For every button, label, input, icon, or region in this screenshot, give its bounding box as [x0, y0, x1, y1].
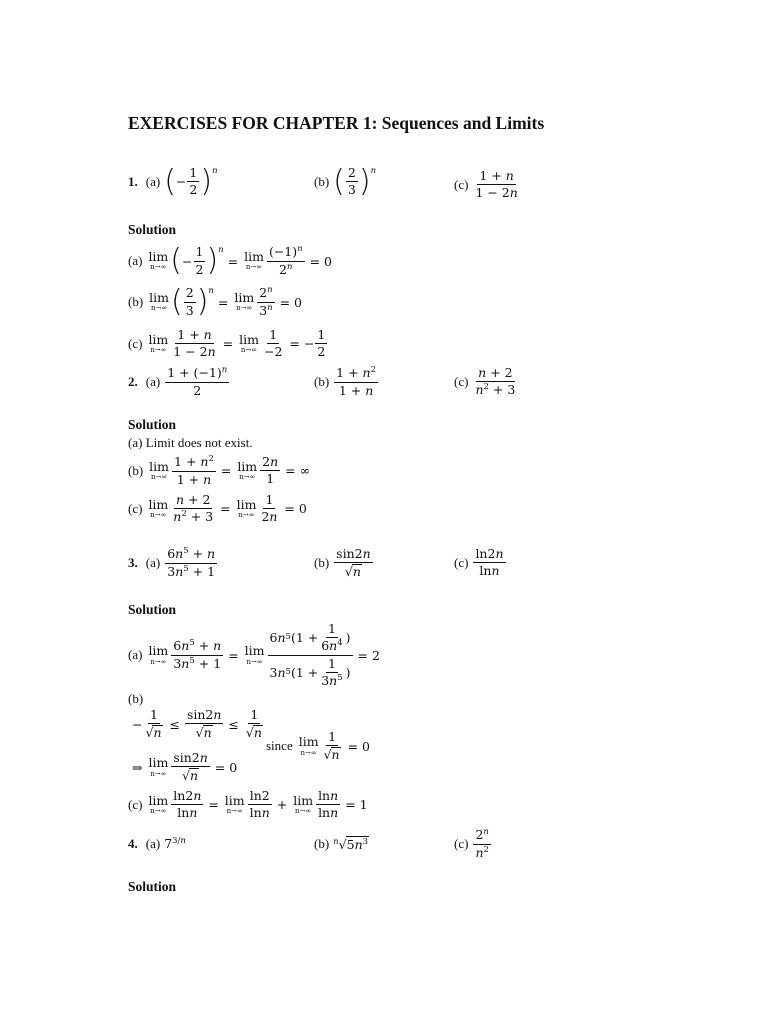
exercise-3-part-b [314, 547, 374, 580]
exercise-number: 3. [128, 555, 138, 571]
exercise-1-part-c [454, 169, 521, 201]
part-label: (b) [128, 294, 144, 310]
solution-heading: Solution [128, 879, 177, 894]
ex1-solution-c [128, 328, 328, 360]
exercise-2-part-b [314, 366, 379, 398]
part-label: (b) [314, 555, 330, 571]
math-expression: $\frac{\sin 2n}{√n}$ [336, 546, 371, 580]
math-expression: lim n→∞ $\frac{\ln 2n}{\ln n}$ = lim n→∞ $\frac{\ln 2}{\ln n}$ + lim n→∞ $\frac{\ln n}{\ln n}$ = 1 [148, 788, 368, 821]
ex2-solution-c [128, 493, 307, 525]
math-expression: lim n→∞ ( − $\frac{1}{2}$ ) $^n$ = lim n→∞ $\frac{(-1)^n}{2^n}$ = 0 [148, 243, 332, 279]
solution-text: Limit does not exist. [145, 435, 253, 450]
exercise-number: 1. [128, 173, 138, 189]
page-title: EXERCISES FOR CHAPTER 1: Sequences and Limits [128, 113, 545, 133]
math-expression: $\frac{1 + (-1)^n}{2}$ [167, 365, 228, 398]
solution-heading: Solution [128, 602, 177, 617]
math-expression: $\frac{1 + n}{1 - 2n}$ [475, 168, 518, 201]
math-expression: ( − $\frac{1}{2}$ ) $^n$ [164, 163, 218, 199]
ex3-solution-b-label: (b) [128, 691, 144, 706]
part-label: (a) [145, 373, 161, 389]
part-label: (c) [454, 554, 469, 570]
part-label: (a) [128, 647, 143, 663]
math-expression: lim n→∞ $\frac{6n^5 + n}{3n^5 + 1}$ = lim n→∞ 6 n 5 (1 + $\frac{1}{6n^4}$ ) 3 n 5 (1 + $\frac{1}{3n^5}$ ) = 2 [148, 621, 380, 689]
math-expression: lim n→∞ $\frac{1}{√n}$ = 0 [298, 729, 370, 763]
part-label: (b) [128, 462, 144, 478]
ex2-solution-a [128, 435, 253, 451]
math-expression: $\frac{\ln 2n}{\ln n}$ [475, 546, 504, 579]
exercise-3-part-c [454, 547, 507, 579]
ex3-solution-c [128, 789, 368, 821]
ex2-solution-b [128, 455, 310, 487]
math-expression: $\frac{2^n}{n^2}$ [475, 827, 489, 860]
ex1-solution-b [128, 286, 302, 318]
math-expression: lim n→∞ $\frac{1 + n}{1 - 2n}$ = lim n→∞ $\frac{1}{-2}$ = − $\frac{1}{2}$ [148, 327, 326, 360]
exercise-number: 2. [128, 373, 138, 389]
exercise-3-part-a [128, 547, 218, 579]
exercise-4-part-b [314, 835, 369, 853]
part-label: (a) [128, 435, 143, 450]
part-label: (a) [145, 173, 161, 189]
exercise-4-part-c [454, 828, 492, 860]
exercise-1-part-a [128, 163, 218, 199]
part-label: (c) [128, 335, 143, 351]
math-expression: $\frac{1 + n^2}{1 + n}$ [336, 365, 377, 398]
part-label: (b) [314, 173, 330, 189]
ex3-solution-b-conclusion [132, 751, 237, 784]
part-label: (b) [314, 836, 330, 851]
math-expression: lim n→∞ $\frac{1 + n^2}{1 + n}$ = lim n→∞ $\frac{2n}{1}$ = ∞ [149, 454, 311, 487]
part-label: (c) [454, 373, 469, 389]
math-expression: ( $\frac{2}{3}$ ) $^n$ [333, 163, 377, 199]
exercise-1-part-b [314, 163, 377, 199]
part-label: (a) [145, 555, 161, 571]
solution-heading: Solution [128, 222, 177, 237]
ex3-solution-b-since [266, 730, 370, 763]
math-expression: $7^{3/n}$ [164, 836, 186, 852]
part-label: (c) [128, 500, 143, 516]
solution-heading: Solution [128, 417, 177, 432]
exercise-2-part-a [128, 366, 230, 398]
ex3-solution-a [128, 622, 380, 689]
exercise-4-part-a [128, 835, 186, 853]
part-label: (a) [145, 836, 161, 851]
exercise-number: 4. [128, 836, 138, 851]
part-label: (c) [454, 836, 469, 852]
math-expression: $^n√5n^3$ [333, 836, 369, 853]
math-expression: $\frac{n + 2}{n^2 + 3}$ [475, 365, 516, 398]
part-label: (b) [314, 373, 330, 389]
math-expression: ⇒ lim n→∞ $\frac{\sin 2n}{√n}$ = 0 [132, 750, 238, 784]
part-label: (a) [128, 253, 143, 269]
part-label: (c) [454, 176, 469, 192]
math-expression: lim n→∞ ( $\frac{2}{3}$ ) $^n$ = lim n→∞ $\frac{2^n}{3^n}$ = 0 [149, 284, 302, 320]
exercise-2-part-c [454, 366, 518, 398]
math-expression: lim n→∞ $\frac{n + 2}{n^2 + 3}$ = lim n→∞ $\frac{1}{2n}$ = 0 [148, 492, 307, 525]
math-expression: $\frac{6n^5 + n}{3n^5 + 1}$ [167, 546, 216, 579]
math-expression: − $\frac{1}{√n}$ ≤ $\frac{\sin 2n}{√n}$ ≤ $\frac{1}{√n}$ [132, 707, 262, 741]
solution-text: since [266, 738, 293, 754]
part-label: (c) [128, 796, 143, 812]
ex3-solution-b-inequality [132, 708, 266, 741]
ex1-solution-a [128, 245, 332, 277]
